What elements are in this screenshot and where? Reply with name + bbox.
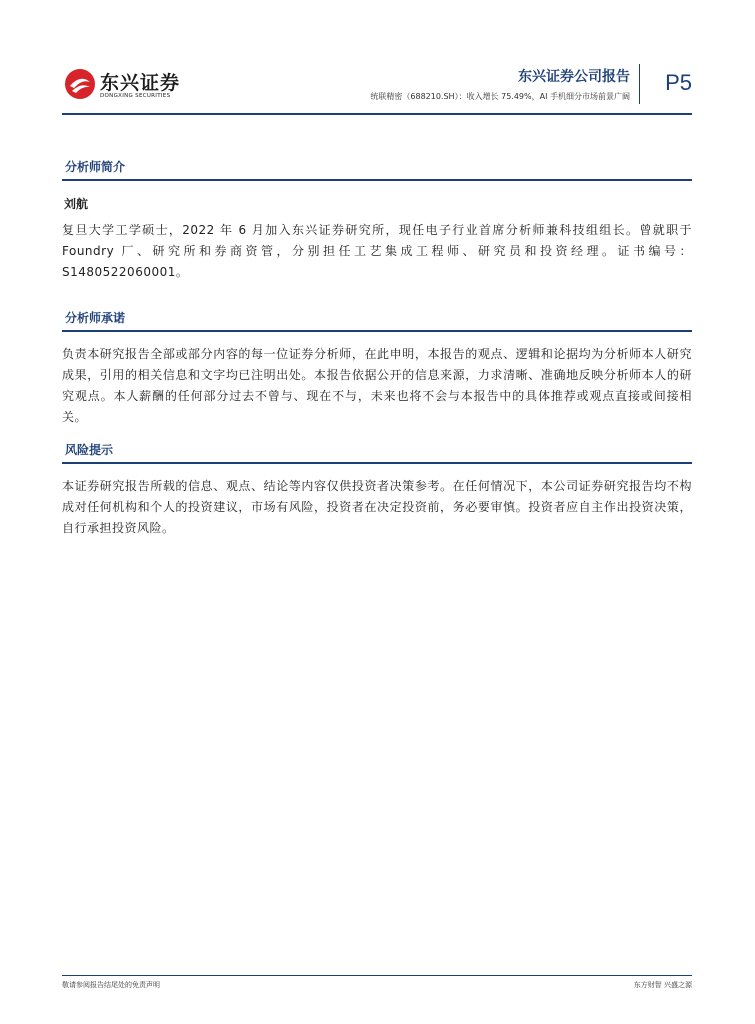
section-title: 分析师简介: [62, 158, 692, 181]
page-header: [62, 60, 692, 116]
section-analyst-profile: [62, 158, 692, 283]
company-logo: [62, 66, 202, 106]
dongxing-logo-icon: [64, 68, 96, 100]
section-analyst-commitment: [62, 309, 692, 428]
section-body: 本证券研究报告所载的信息、观点、结论等内容仅供投资者决策参考。在任何情况下，本公司证券研究报告均不构成对任何机构和个人的投资建议，市场有风险，投资者在决定投资前，务必要审慎。投资者应自主作出投资决策，自行承担投资风险。: [62, 479, 692, 535]
report-subtitle: 统联精密（688210.SH）：收入增长 75.49%，AI 手机细分市场前景广阔: [370, 92, 630, 101]
header-rule: [62, 113, 692, 115]
section-body: 复旦大学工学硕士，2022 年 6 月加入东兴证券研究所，现任电子行业首席分析师兼科技组组长。曾就职于 Foundry 厂、研究所和券商资管，分别担任工艺集成工程师、研究员和投资经理。证书编号：S1480522060001。: [62, 223, 692, 279]
report-brand: 东兴证券公司报告: [518, 69, 630, 85]
section-title: 分析师承诺: [62, 309, 692, 332]
footer-disclaimer-note: 敬请参阅报告结尾处的免责声明: [62, 981, 160, 989]
page-number: P5: [665, 70, 692, 95]
section-title: 风险提示: [62, 441, 692, 464]
logo-text-cn: 东兴证券: [100, 72, 181, 94]
section-risk-warning: [62, 441, 692, 539]
header-divider: [639, 64, 640, 104]
analyst-name: 刘航: [64, 197, 89, 211]
footer-rule: [62, 975, 692, 976]
logo-text-en: DONGXING SECURITIES: [100, 93, 171, 99]
section-body: 负责本研究报告全部或部分内容的每一位证券分析师，在此申明，本报告的观点、逻辑和论据均为分析师本人研究成果，引用的相关信息和文字均已注明出处。本报告依据公开的信息来源，力求清晰、准确地反映分析师本人的研究观点。本人薪酬的任何部分过去不曾与、现在不与，未来也将不会与本报告中的具体推荐或观点直接或间接相关。: [62, 347, 692, 424]
footer-slogan: 东方财智 兴盛之源: [633, 981, 692, 989]
